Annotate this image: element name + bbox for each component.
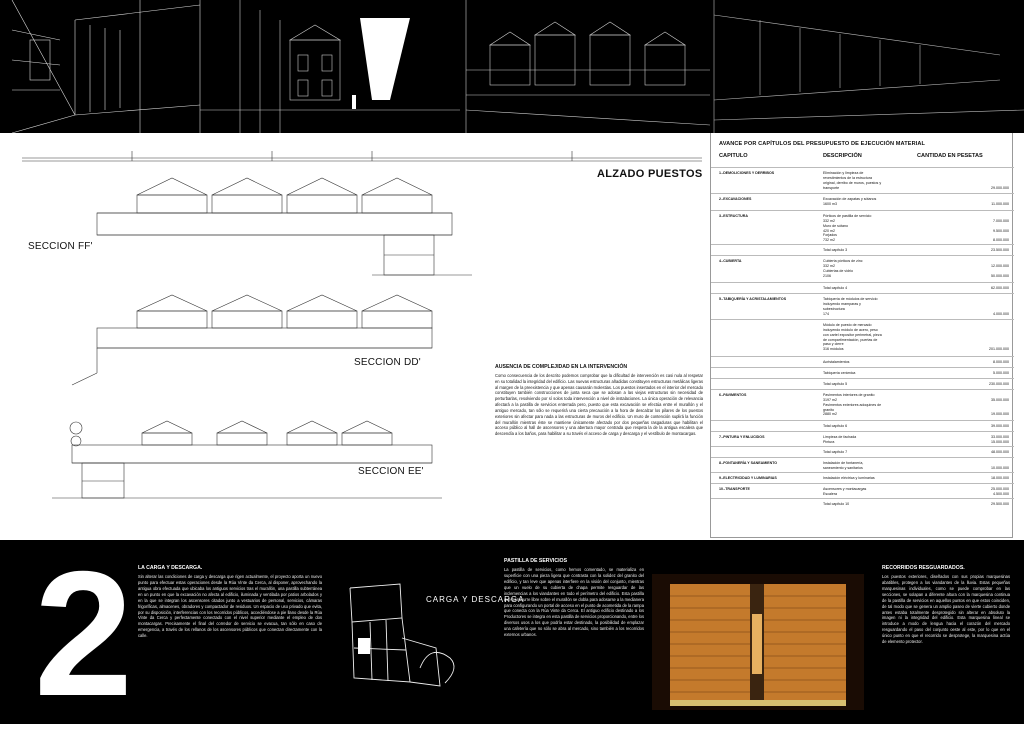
budget-row	[711, 483, 1014, 498]
budget-row-descripcion: Módulo de puesto de mercado incluyendo módulo de acero, peso con cartel expositor perimetral, pieza de compartimentación, puertas de paso y cierre 316 módulos	[823, 323, 882, 352]
panel-number: 2	[34, 534, 129, 733]
budget-row-cantidad: 201.000.000	[989, 347, 1009, 352]
budget-row-descripcion: Total capítulo 10	[823, 502, 850, 506]
budget-row	[711, 210, 1014, 244]
header-capitulo: CAPITULO	[719, 153, 748, 159]
budget-row-cantidad: 230.000.000	[989, 382, 1009, 386]
budget-row-descripcion: Instalación eléctrica y luminarias	[823, 476, 875, 480]
section-drawings	[12, 133, 712, 538]
budget-row	[711, 167, 1014, 193]
budget-row-cantidad: 62.000.000	[991, 286, 1009, 290]
budget-row-cantidad: 23.500.000	[991, 248, 1009, 252]
section-ee-label: SECCION EE'	[358, 466, 424, 477]
budget-row-cantidad: 25.000.000 4.500.000	[991, 487, 1009, 496]
budget-row-descripcion: Limpieza de fachada Pintura	[823, 435, 857, 444]
budget-row	[711, 282, 1014, 293]
budget-row	[711, 431, 1014, 446]
budget-row-descripcion: Tabiquería de módulos de servicio incluyendo mamparas y subestructura 174	[823, 297, 878, 316]
carga-title: LA CARGA Y DESCARGA.	[138, 565, 203, 571]
pastilla-title: PASTILLA DE SERVICIOS	[504, 558, 568, 564]
budget-row-cantidad: 48.000.000	[991, 450, 1009, 454]
intervention-body: Como consecuencia de los descrito podemos comprobar que la dificultad de intervención es casi nula al respetar en su totalidad la integridad del edificio. Las nuevas estructuras añadidas constituyen estructuras metálicas ligeras al margen de la preexistencia y que apenas causarán molestias. Los puestos insertados en el interior del mercado constituyen también construcciones de junta seca que se adosan a las viejas estructuras sin necesidad de perturbarlas, resolviendo por sí solos toda intervención a nivel de instalaciones. La única operación de relevancia afectará a la pastilla de servicios enterrada pero, puesto que esta excavación se efectúa entre el murallón y el antiguo mercado, tan sólo se requerirá una cierta precaución a la hora de descalzar los pilares de los puestos exteriores sin afectar para nada a las estructuras de muros del edificio. Un muro de contención suplirá la función del murallón mientras éste se mantiene únicamente afectado por dos pequeñas rasgaduras que habilitan el acceso público al hall de ascensores y una abertura mayor centrada que respeta la de la antigua escalera que descendía a los baños, para habilitar a su través el acceso de carga y descarga y el vestíbulo de montacargas.	[495, 373, 703, 437]
section-dd-label: SECCION DD'	[354, 357, 421, 368]
budget-row-capitulo: 3.-ESTRUCTURA	[719, 214, 748, 218]
budget-row-capitulo: 7.-PINTURA Y ENLUCIDOS	[719, 435, 765, 439]
budget-row-capitulo: 5.-TABIQUERÍA Y ACRISTALAMIENTOS	[719, 297, 787, 301]
budget-row-cantidad: 4.000.000	[993, 311, 1009, 316]
carga-sketch	[340, 578, 525, 706]
recorridos-body: Los puestos exteriores, diseñados con sus propias marquesinas abatibles, protegen a los viandantes de la lluvia. Estas pequeñas marquesinas individuales, como se puede comprobar en las secciones, se solapan a diferente altura con la marquesina continua de la pastilla de servicios en aquellos puntos en que estos coinciden, de tal modo que se genera un amplio paseo de vierte cubierto donde antes estaba totalmente desprotegido sin alterar en absoluto la imagen ni la integridad del edificio. Esta marquesina lineal se introduce a modo de lengua hacia el corazón del mercado resguardando el paso del conjunto oeste al este, por lo que en el único punto en que el recorrido se desprotege, la marquesina actúa de elemento protector.	[882, 574, 1010, 645]
market-plan-render	[652, 574, 864, 710]
budget-row-descripcion: Eliminación y limpieza de revestimientos de la estructura original, derribo de muros, puestos y transporte	[823, 171, 882, 190]
budget-row-descripcion: Total capítulo 3	[823, 248, 848, 252]
header-cantidad: CANTIDAD EN PESETAS	[917, 153, 983, 159]
budget-row	[711, 446, 1014, 457]
budget-row-cantidad: 33.000.000 15.000.000	[991, 435, 1009, 444]
budget-row-cantidad: 39.000.000	[991, 424, 1009, 428]
pastilla-body: La pastilla de servicios, como hemos comentado, se materializa en superficie con una pieza ligera que contrasta con la solidez del granito del edificio, y tan leve que apenas interfiere en la visión del conjunto, mientras que un vuelo de su cubierta de chapa permite resguardar de las inclemencias a los viandantes en todo el perímetro del edificio. Esta pastilla que transcurre libre sobre el murallón se dobla para adosarse a la medianera para configurando un portal de acceso en el punto de acometida de la rampa que conecta con la Rúa Vinte da Cerca. El antiguo edificio destinado a los Productores se integra en esta pastilla de servicios proporcionando, entre los diversos usos a los que podría estar destinado, la posibilidad de emplazar una cafetería que no sólo se abra al mercado, sino también a los recorridos externos urbanos.	[504, 567, 644, 638]
alzado-puestos-title: ALZADO PUESTOS	[597, 168, 703, 180]
budget-row	[711, 498, 1014, 509]
budget-row-capitulo: 2.-EXCAVACIONES	[719, 197, 752, 201]
budget-row	[711, 420, 1014, 431]
budget-row	[711, 472, 1014, 483]
budget-row-cantidad: 8.000.000	[993, 360, 1009, 364]
budget-row-capitulo: 10.-TRANSPORTE	[719, 487, 750, 491]
budget-row-descripcion: Total capítulo 5	[823, 382, 848, 386]
carga-body: Sin alterar las condiciones de carga y descarga que rigen actualmente, el proyecto aporta un nuevo punto para efectuar estas operaciones desde la Rúa Vinte da Cerca, al disponer, aprovechando la antigua obra efectuada que ubicaba los antiguos servicios tras el murallón, una pastilla subterránea en un punto en que la excavación no afecta al edificio, iluminada y ventilada por patios arbolados y en la que se integran los ascensores citados junto a vestuarios de personal, servicios, cámaras frigoríficas, almacenes, obradores y compactador de residuos. Un espacio de uso privado que evita, por su disposición, interferencias con los recorridos públicos, accediéndose a pie llano desde la Rúa Vinte da Cerca y perfectamente conectado con el nivel superior mediante el empleo de dos montacargas. Precisamente el final del corredor de servicio se evacua, tan sólo en caso de emergencia, a través de los rellanos de los ascensores públicos que conectan directamente con la calle.	[138, 574, 322, 639]
recorridos-title: RECORRIDOS RESGUARDADOS.	[882, 565, 965, 571]
budget-row	[711, 356, 1014, 367]
budget-row-descripcion: Total capítulo 4	[823, 286, 848, 290]
header-descripcion: DESCRIPCIÓN	[823, 153, 862, 159]
budget-row-descripcion: Excavación de zapatas y sótanos 1600 m3	[823, 197, 877, 206]
budget-row	[711, 457, 1014, 472]
budget-row-capitulo: 6.-PAVIMENTOS	[719, 393, 747, 397]
budget-title: AVANCE POR CAPÍTULOS DEL PRESUPUESTO DE EJECUCIÓN MATERIAL	[719, 141, 926, 147]
budget-row	[711, 378, 1014, 389]
budget-row-cantidad: 7.000.000 9.500.000 8.000.000	[993, 218, 1009, 243]
section-ff-label: SECCION FF'	[28, 241, 93, 252]
budget-row-cantidad: 29.500.000	[991, 502, 1009, 506]
top-render-band	[0, 0, 1024, 133]
budget-row	[711, 244, 1014, 255]
budget-row-descripcion: Cubierta pórticos de zinc 332 m2 Cubiertas de vidrio 2106	[823, 259, 863, 278]
budget-row-descripcion: Pavimentos interiores de granito 3197 m2 Pavimentos exteriores adoquines de granito 2880 m2	[823, 393, 882, 417]
budget-row-cantidad: 12.000.000 50.000.000	[991, 263, 1009, 278]
budget-row-descripcion: Tabiquería cerámica	[823, 371, 856, 375]
budget-row-descripcion: Ascensores y montacargas Escalera	[823, 487, 867, 496]
budget-row-cantidad: 10.000.000	[991, 465, 1009, 470]
budget-row	[711, 255, 1014, 282]
budget-row	[711, 389, 1014, 420]
budget-row-descripcion: Total capítulo 7	[823, 450, 848, 454]
perspective-renders	[0, 0, 1024, 133]
budget-row-descripcion: Acristalamientos	[823, 360, 850, 364]
budget-row-cantidad: 35.000.000 19.000.000	[991, 397, 1009, 417]
budget-row-descripcion: Total capítulo 6	[823, 424, 848, 428]
budget-row	[711, 193, 1014, 210]
budget-row-descripcion: Pórticos de pastilla de servicio 332 m2 Muro de sótano 420 m2 Forjados 732 m2	[823, 214, 872, 243]
budget-row-cantidad: 5.000.000	[993, 371, 1009, 375]
budget-row-capitulo: 4.-CUBIERTA	[719, 259, 742, 263]
budget-row-cantidad: 29.000.000	[991, 185, 1009, 190]
budget-row-capitulo: 1.-DEMOLICIONES Y DERRIBOS	[719, 171, 775, 175]
budget-row-cantidad: 18.000.000	[991, 476, 1009, 480]
budget-row	[711, 293, 1014, 319]
carga-sketch-label: CARGA Y DESCARGA	[426, 595, 525, 604]
budget-row	[711, 319, 1014, 356]
budget-table	[710, 133, 1013, 538]
budget-row-cantidad: 11.000.000	[991, 201, 1009, 206]
intervention-title: AUSENCIA DE COMPLEJIDAD EN LA INTERVENCIÓN	[495, 364, 628, 370]
budget-row-descripcion: Instalación de fontanería, saneamiento y sanitarios	[823, 461, 864, 470]
budget-row-capitulo: 9.-ELECTRICIDAD Y LUMINARIAS	[719, 476, 777, 480]
budget-row-capitulo: 8.-FONTANERÍA Y SANEAMIENTO	[719, 461, 778, 465]
budget-row	[711, 367, 1014, 378]
